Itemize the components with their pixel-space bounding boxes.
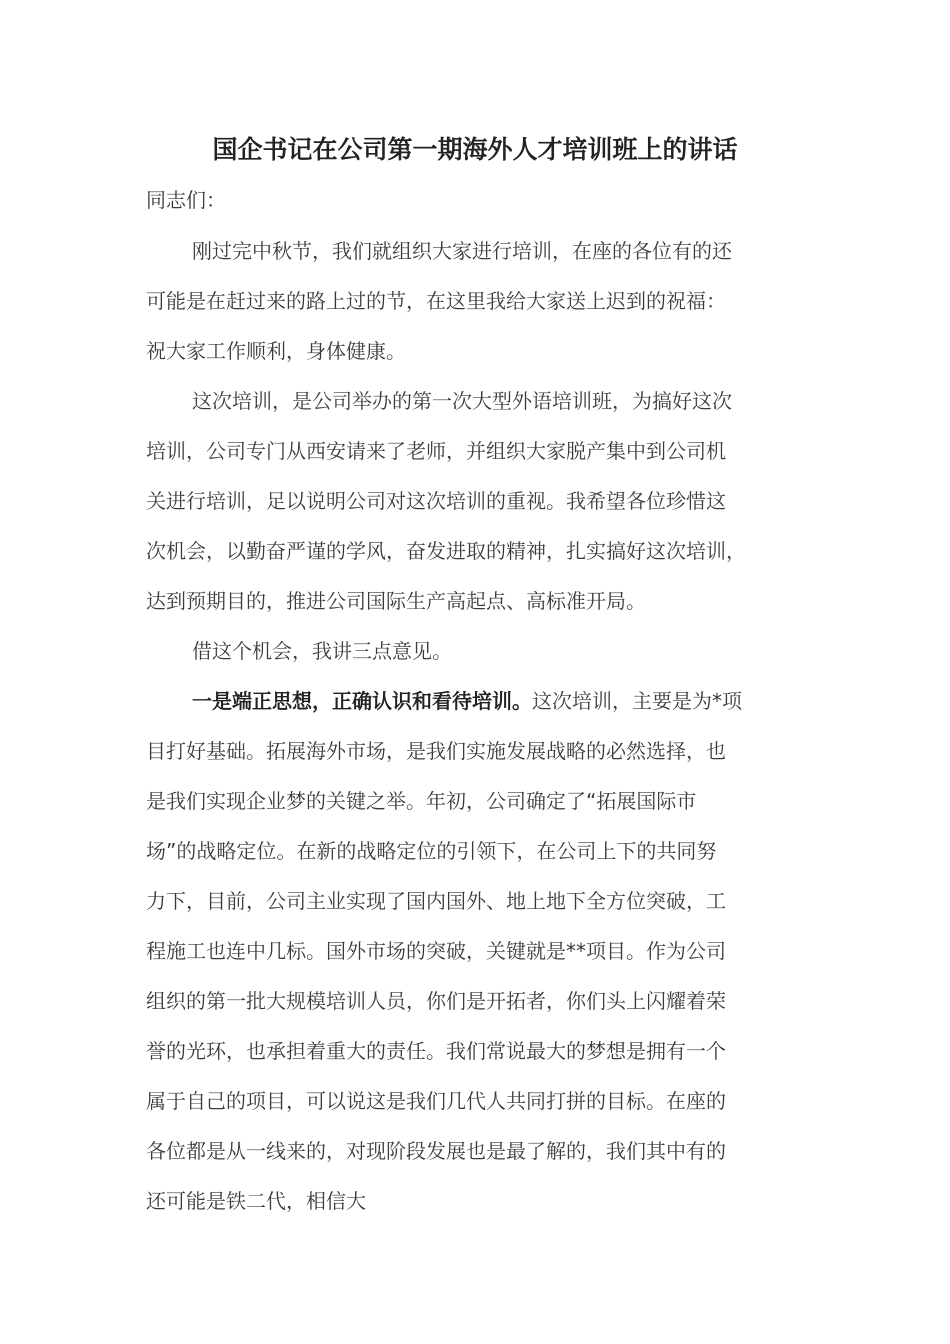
paragraph-line: 可能是在赶过来的路上过的节，在这里我给大家送上迟到的祝福：: [146, 289, 726, 313]
paragraph-line: 这次培训，是公司举办的第一次大型外语培训班，为搞好这次: [192, 389, 732, 413]
paragraph-line: 组织的第一批大规模培训人员，你们是开拓者，你们头上闪耀着荣: [146, 989, 726, 1013]
paragraph-line: 属于自己的项目，可以说这是我们几代人共同打拼的目标。在座的: [146, 1089, 726, 1113]
section-one-text: 这次培训，主要是为*项: [532, 689, 742, 713]
paragraph-line: 力下，目前，公司主业实现了国内国外、地上地下全方位突破，工: [146, 889, 726, 913]
paragraph-line: 场”的战略定位。在新的战略定位的引领下，在公司上下的共同努: [146, 839, 717, 863]
paragraph-line: 是我们实现企业梦的关键之举。年初，公司确定了“拓展国际市: [146, 789, 697, 813]
paragraph-line: 达到预期目的，推进公司国际生产高起点、高标准开局。: [146, 589, 646, 613]
section-heading-one: 一是端正思想，正确认识和看待培训。: [192, 689, 532, 713]
paragraph-line: 目打好基础。拓展海外市场，是我们实施发展战略的必然选择，也: [146, 739, 726, 763]
paragraph-line: 程施工也连中几标。国外市场的突破，关键就是**项目。作为公司: [146, 939, 726, 963]
paragraph-line: 次机会，以勤奋严谨的学风，奋发进取的精神，扎实搞好这次培训，: [146, 539, 746, 563]
paragraph-line: 誉的光环，也承担着重大的责任。我们常说最大的梦想是拥有一个: [146, 1039, 726, 1063]
paragraph-line: 培训，公司专门从西安请来了老师，并组织大家脱产集中到公司机: [146, 439, 726, 463]
paragraph-line: 借这个机会，我讲三点意见。: [192, 639, 452, 663]
paragraph-line: 刚过完中秋节，我们就组织大家进行培训，在座的各位有的还: [192, 239, 732, 263]
greeting: 同志们：: [146, 188, 226, 212]
paragraph-line: 关进行培训，足以说明公司对这次培训的重视。我希望各位珍惜这: [146, 489, 726, 513]
section-one-first-line: [192, 686, 742, 716]
paragraph-line: 还可能是铁二代，相信大: [146, 1189, 366, 1213]
paragraph-line: 各位都是从一线来的，对现阶段发展也是最了解的，我们其中有的: [146, 1139, 726, 1163]
document-title: 国企书记在公司第一期海外人才培训班上的讲话: [212, 135, 738, 164]
paragraph-line: 祝大家工作顺利，身体健康。: [146, 339, 406, 363]
